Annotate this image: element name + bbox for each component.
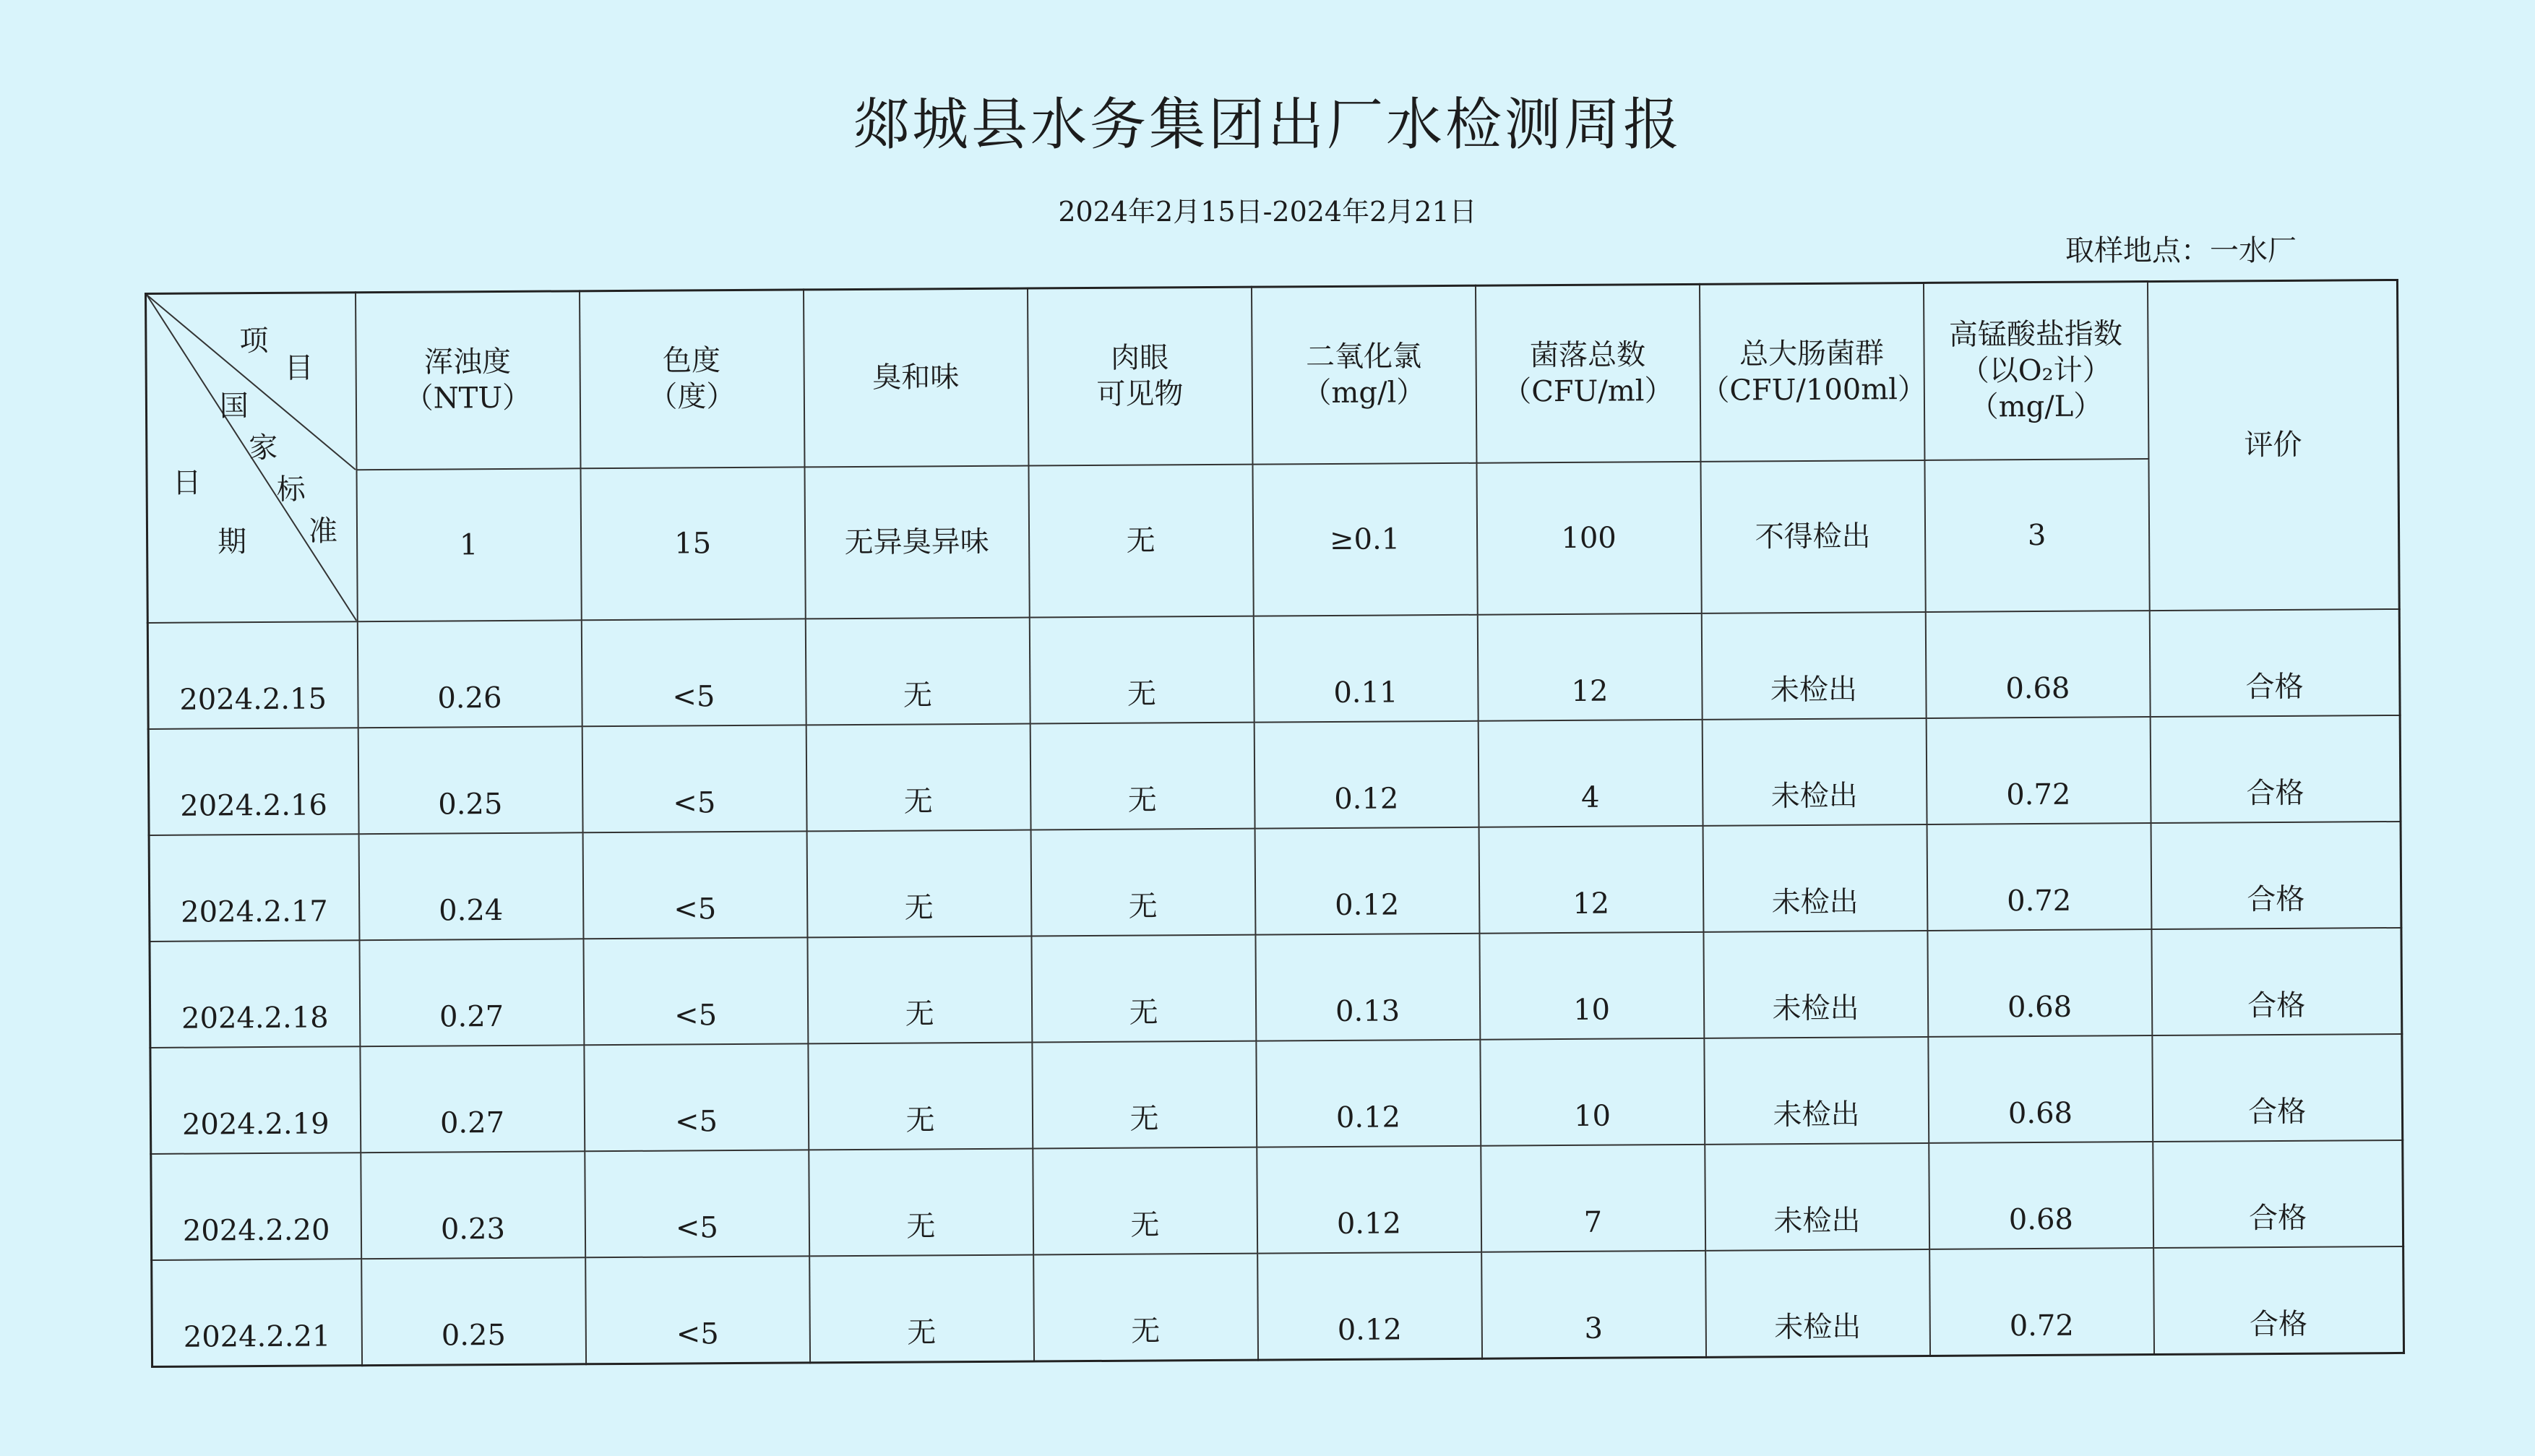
cell-permanganate-index: 0.72 <box>1926 717 2151 824</box>
cell-permanganate-index: 0.72 <box>1929 1248 2154 1356</box>
table-row <box>149 822 2401 942</box>
cell-chlorine-dioxide: 0.12 <box>1254 721 1479 829</box>
cell-visible-matter: 无 <box>1033 1254 1258 1361</box>
cell-date: 2024.2.17 <box>149 834 359 942</box>
header-colony-count: 菌落总数 （CFU/ml） <box>1475 284 1700 462</box>
cell-turbidity: 0.27 <box>360 1045 585 1153</box>
header-turbidity: 浑浊度 （NTU） <box>356 291 580 470</box>
cell-color: <5 <box>582 831 807 939</box>
cell-total-coliforms: 未检出 <box>1704 1037 1929 1145</box>
cell-total-coliforms: 未检出 <box>1705 1249 1930 1357</box>
cell-colony-count: 10 <box>1480 1038 1705 1146</box>
cell-chlorine-dioxide: 0.11 <box>1253 615 1478 723</box>
water-quality-table <box>145 279 2405 1368</box>
cell-colony-count: 10 <box>1479 932 1704 1040</box>
cell-colony-count: 3 <box>1481 1251 1706 1358</box>
corner-project-char-1: 项 <box>239 324 269 358</box>
cell-visible-matter: 无 <box>1031 935 1256 1043</box>
cell-chlorine-dioxide: 0.13 <box>1255 934 1480 1041</box>
cell-total-coliforms: 未检出 <box>1705 1143 1929 1251</box>
table-row <box>151 1140 2403 1260</box>
cell-evaluation: 合格 <box>2151 928 2402 1035</box>
cell-odor-taste: 无 <box>807 936 1032 1044</box>
cell-visible-matter: 无 <box>1030 829 1255 936</box>
cell-turbidity: 0.25 <box>361 1258 586 1366</box>
corner-standard-char-4: 准 <box>308 514 338 548</box>
standard-colony-count: 100 <box>1476 462 1701 615</box>
cell-turbidity: 0.25 <box>358 726 582 834</box>
standard-turbidity: 1 <box>356 468 581 621</box>
cell-date: 2024.2.16 <box>148 728 358 835</box>
cell-turbidity: 0.23 <box>361 1152 585 1259</box>
table-row <box>150 928 2402 1048</box>
page-title: 郯城县水务集团出厂水检测周报 <box>852 92 1682 158</box>
cell-permanganate-index: 0.68 <box>1929 1142 2153 1249</box>
cell-chlorine-dioxide: 0.12 <box>1257 1146 1481 1254</box>
corner-project-char-2: 目 <box>284 351 314 385</box>
standard-chlorine-dioxide: ≥0.1 <box>1252 462 1477 616</box>
header-chlorine-dioxide: 二氧化氯 （mg/l） <box>1251 285 1476 464</box>
header-odor-taste: 臭和味 <box>803 288 1028 467</box>
cell-odor-taste: 无 <box>806 830 1031 938</box>
header-visible-matter: 肉眼 可见物 <box>1027 287 1252 465</box>
cell-turbidity: 0.26 <box>357 620 582 728</box>
cell-turbidity: 0.27 <box>359 939 584 1046</box>
cell-total-coliforms: 未检出 <box>1702 718 1927 826</box>
cell-color: <5 <box>581 619 806 726</box>
cell-chlorine-dioxide: 0.12 <box>1257 1252 1482 1360</box>
cell-color: <5 <box>585 1150 809 1258</box>
corner-date-char-1: 日 <box>172 466 202 500</box>
corner-header-cell <box>146 293 358 623</box>
cell-visible-matter: 无 <box>1029 616 1254 723</box>
cell-permanganate-index: 0.68 <box>1928 1035 2153 1143</box>
cell-odor-taste: 无 <box>805 617 1030 725</box>
header-permanganate-index: 高锰酸盐指数 （以O₂计） （mg/L） <box>1923 282 2148 460</box>
standard-row <box>147 457 2399 623</box>
table-row <box>150 1034 2403 1154</box>
cell-chlorine-dioxide: 0.12 <box>1256 1040 1481 1147</box>
cell-colony-count: 12 <box>1479 826 1703 934</box>
cell-permanganate-index: 0.72 <box>1927 823 2151 931</box>
cell-evaluation: 合格 <box>2149 609 2400 717</box>
cell-total-coliforms: 未检出 <box>1703 824 1927 932</box>
cell-evaluation: 合格 <box>2150 715 2401 823</box>
cell-total-coliforms: 未检出 <box>1703 931 1928 1038</box>
cell-colony-count: 4 <box>1478 720 1703 827</box>
header-color: 色度 （度） <box>579 290 804 468</box>
cell-colony-count: 12 <box>1477 613 1702 721</box>
cell-date: 2024.2.21 <box>152 1259 362 1367</box>
table-row <box>152 1246 2404 1366</box>
corner-standard-char-2: 家 <box>249 431 278 465</box>
standard-permanganate-index: 3 <box>1924 459 2149 612</box>
cell-permanganate-index: 0.68 <box>1925 611 2150 718</box>
table-row <box>148 715 2401 835</box>
cell-evaluation: 合格 <box>2153 1140 2403 1248</box>
cell-odor-taste: 无 <box>809 1255 1034 1363</box>
cell-turbidity: 0.24 <box>358 832 583 940</box>
report-sheet <box>145 279 2403 1368</box>
cell-evaluation: 合格 <box>2151 822 2401 929</box>
cell-visible-matter: 无 <box>1032 1041 1257 1149</box>
cell-color: <5 <box>585 1257 810 1364</box>
cell-total-coliforms: 未检出 <box>1701 612 1926 720</box>
corner-standard-char-3: 标 <box>276 473 306 507</box>
cell-date: 2024.2.15 <box>147 621 358 729</box>
corner-standard-char-1: 国 <box>219 389 249 423</box>
cell-odor-taste: 无 <box>809 1149 1033 1257</box>
cell-visible-matter: 无 <box>1030 723 1254 830</box>
cell-color: <5 <box>584 1044 809 1152</box>
cell-visible-matter: 无 <box>1033 1147 1257 1255</box>
cell-date: 2024.2.18 <box>150 940 360 1048</box>
cell-date: 2024.2.19 <box>150 1046 361 1154</box>
cell-date: 2024.2.20 <box>151 1153 361 1260</box>
standard-odor-taste: 无异臭异味 <box>804 465 1029 619</box>
corner-date-char-2: 期 <box>217 525 247 559</box>
standard-visible-matter: 无 <box>1028 464 1253 617</box>
cell-odor-taste: 无 <box>808 1043 1033 1150</box>
cell-color: <5 <box>583 937 808 1045</box>
cell-evaluation: 合格 <box>2152 1034 2403 1142</box>
cell-color: <5 <box>582 725 806 832</box>
header-row <box>146 280 2398 470</box>
cell-odor-taste: 无 <box>806 723 1030 831</box>
cell-chlorine-dioxide: 0.12 <box>1254 827 1479 935</box>
standard-color: 15 <box>580 467 805 620</box>
header-evaluation: 评价 <box>2147 280 2399 610</box>
sampling-location: 取样地点：一水厂 <box>2065 234 2297 267</box>
cell-evaluation: 合格 <box>2153 1246 2404 1354</box>
cell-permanganate-index: 0.68 <box>1927 929 2152 1037</box>
date-range: 2024年2月15日-2024年2月21日 <box>1058 196 1477 228</box>
header-total-coliforms: 总大肠菌群 （CFU/100ml） <box>1699 283 1924 461</box>
cell-colony-count: 7 <box>1481 1145 1705 1252</box>
table-row <box>147 609 2400 729</box>
standard-total-coliforms: 不得检出 <box>1700 460 1925 613</box>
